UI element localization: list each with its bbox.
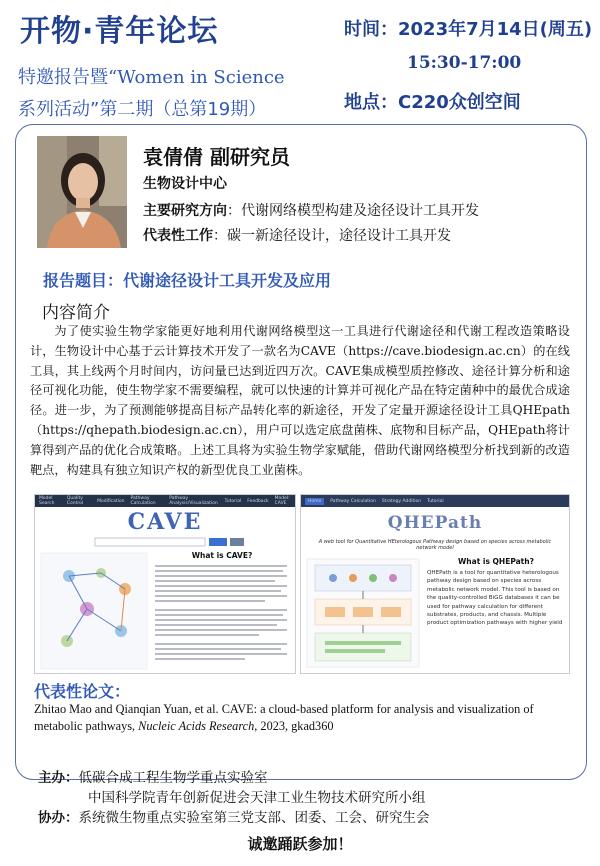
event-time: 15:30-17:00 <box>407 53 522 73</box>
forum-title: 开物·青年论坛 <box>20 14 219 49</box>
cave-nav-item: Model Search <box>39 496 55 506</box>
qhepath-tagline: A web tool for Quantitative HEterologous Pathway design based on species across metabolic network model <box>318 539 552 551</box>
co-host-line <box>38 806 430 826</box>
host-label: 主办： <box>38 770 79 786</box>
host-line-1 <box>38 766 268 786</box>
qhepath-nav-item: Pathway Calculation <box>330 498 376 504</box>
cave-nav-bar <box>35 495 295 507</box>
subtitle-line-2: 系列活动”第二期（总第19期） <box>18 99 267 120</box>
event-date: 时间：2023年7月14日(周五) <box>344 19 593 40</box>
cave-text-block <box>153 563 289 667</box>
cave-logo: CAVE <box>127 509 203 535</box>
qhepath-description: QHEPath is a tool for quantitative heterologous pathway design based on species across metabolic network model. This tool is based on the quality-controlled BiGG databases it can be used for pathway calculation for different substrates, products, and chassis. Multiple product optimization pathways with higher yield <box>427 570 563 627</box>
intro-heading: 内容简介 <box>42 303 110 323</box>
speaker-name: 袁倩倩 副研究员 <box>143 145 290 169</box>
research-direction <box>143 200 479 220</box>
paper-citation <box>34 701 574 735</box>
co-host-label: 协办： <box>38 810 79 826</box>
cave-what-heading: What is CAVE? <box>191 551 253 560</box>
paper-heading: 代表性论文： <box>34 682 131 701</box>
research-direction-label: 主要研究方向 <box>143 203 227 219</box>
qhepath-screenshot <box>300 494 570 674</box>
paper-year: , 2023, gkad360 <box>254 719 334 733</box>
paper-text: Zhitao Mao and Qianqian Yuan, et al. CAVE: a cloud-based platform for analysis and visualization of metabolic pathways, <box>34 702 534 733</box>
report-topic: 报告题目：代谢途径设计工具开发及应用 <box>43 271 332 290</box>
co-host-1: 系统微生物重点实验室第三党支部、团委、工会、研究生会 <box>78 810 430 826</box>
intro-body: 为了使实验生物学家能更好地利用代谢网络模型这一工具进行代谢途径和代谢工程改造策略设计，生物设计中心基于云计算技术开发了一款名为CAVE（https://cave.biodesign.ac.cn）的在线工具，其上线两个月时间内，访问量已达到近四万次。CAVE集成模型质控修改、途径计算分析和途径可视化功能，使生物学家不需要编程，就可以快速的计算并可视化产品在特定菌种中的最优合成途径。进一步，为了预测能够提高目标产品转化率的新途径，开发了定量开源途径设计工具QHEpath（https://qhepath.biodesign.ac.cn），用户可以选定底盘菌株、底物和目标产品，QHEpath将计算得到产品的优化合成策略。上述工具将为实验生物学家赋能，借助代谢网络模型分析找到新的改造靶点，构建具有独立知识产权的新型优良工业菌株。 <box>30 324 570 477</box>
representative-work <box>143 225 451 245</box>
cave-nav-item: Pathway Calculation <box>130 496 156 506</box>
qhepath-logo: QHEPath <box>387 513 483 533</box>
speaker-photo <box>37 136 127 248</box>
qhepath-nav-item: Strategy Addition <box>381 498 422 504</box>
qhepath-what-heading: What is QHEPath? <box>458 557 534 566</box>
qhepath-nav-item: Home <box>305 498 324 505</box>
cave-search-bar <box>35 535 295 549</box>
pathway-diagram-icon <box>39 551 149 671</box>
research-direction-value: ：代谢网络模型构建及途径设计工具开发 <box>227 203 479 219</box>
subtitle-line-1: 特邀报告暨“Women in Science <box>18 67 285 88</box>
event-place: 地点：C220众创空间 <box>344 92 521 113</box>
speaker-unit: 生物设计中心 <box>143 176 227 192</box>
qhepath-workflow-diagram <box>305 557 421 669</box>
cave-nav-item: Feedback <box>247 498 269 504</box>
qhepath-nav-bar <box>301 495 569 507</box>
cave-nav-item: Pathway Analysis/Visualization <box>169 496 218 506</box>
invitation: 诚邀踊跃参加！ <box>247 835 353 853</box>
representative-work-label: 代表性工作 <box>143 228 213 244</box>
cave-nav-item: Model: CAVE <box>274 496 290 506</box>
cave-nav-item: Tutorial <box>224 498 242 504</box>
cave-screenshot <box>34 494 296 674</box>
cave-nav-item: Quality Control <box>66 496 84 506</box>
host-1: 低碳合成工程生物学重点实验室 <box>78 770 268 786</box>
qhepath-nav-item: Tutorial <box>427 498 444 504</box>
host-2: 中国科学院青年创新促进会天津工业生物技术研究所小组 <box>88 790 426 806</box>
representative-work-value: ：碳一新途径设计，途径设计工具开发 <box>213 228 451 244</box>
cave-nav-item: Modification <box>97 498 125 504</box>
paper-journal: Nucleic Acids Research <box>138 719 255 733</box>
